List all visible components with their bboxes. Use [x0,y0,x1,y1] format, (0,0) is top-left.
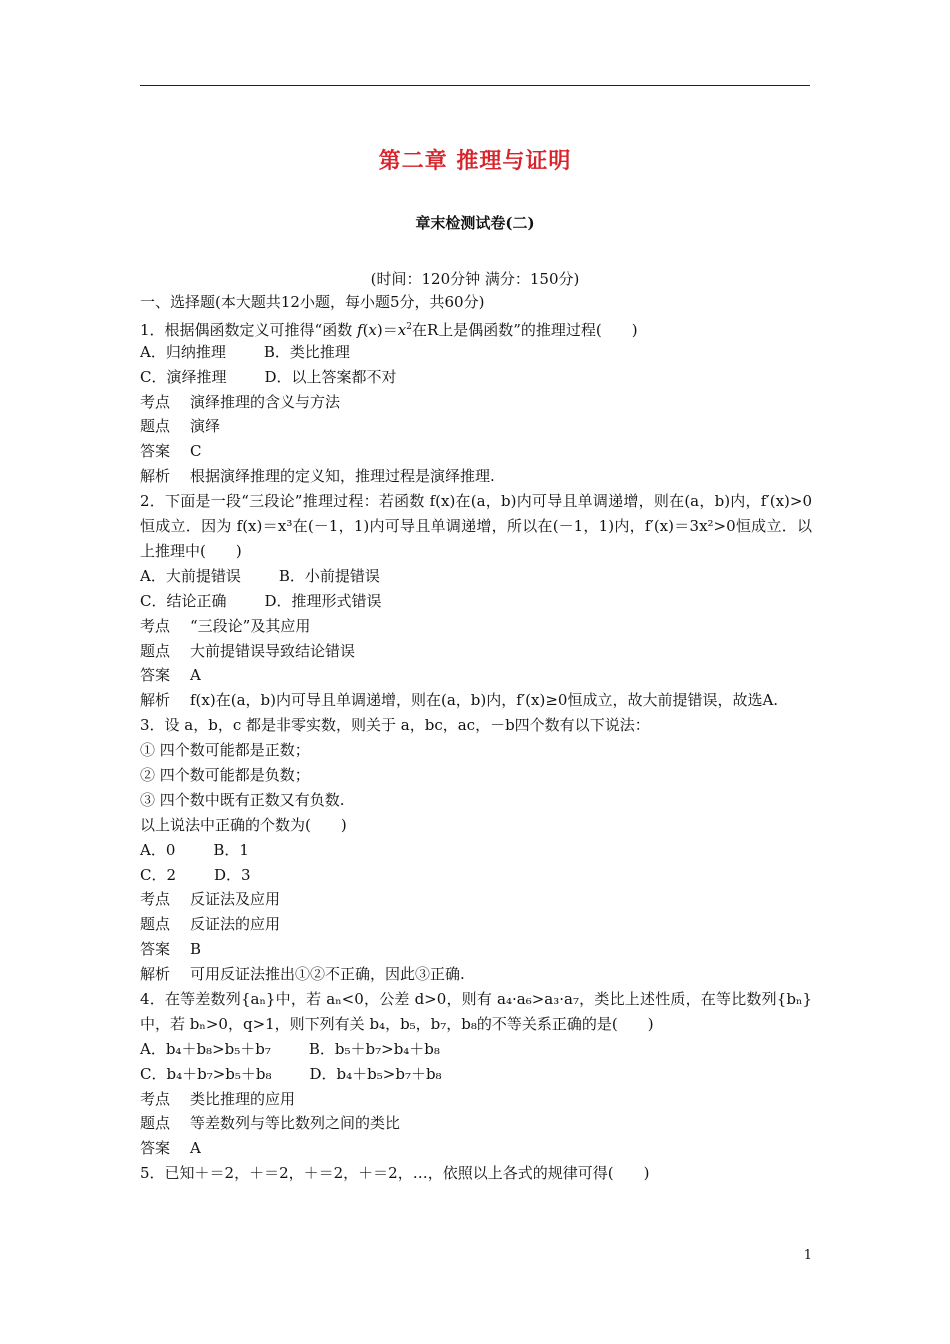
q4-option-d[interactable]: D．b₄＋b₅>b₇＋b₈ [309,1064,442,1083]
q1-formula: f [357,320,363,339]
q4-option-b[interactable]: B．b₅＋b₇>b₄＋b₈ [308,1039,440,1058]
q3-options-ab [140,838,812,863]
section-heading: 一、选择题(本大题共12小题，每小题5分，共60分) [140,293,485,311]
q1-jiexi: 解析 根据演绎推理的定义知，推理过程是演绎推理. [140,467,495,486]
q2-tidian: 题点 大前提错误导致结论错误 [140,641,356,660]
q4-tidian: 题点 等差数列与等比数列之间的类比 [140,1114,401,1133]
q4-option-c[interactable]: C．b₄＋b₇>b₅＋b₈ [140,1064,272,1083]
q3-jiexi: 解析 可用反证法推出①②不正确，因此③正确. [140,965,465,984]
sub-title: 章末检测试卷(二) [415,214,535,232]
q4-options-ab [140,1037,812,1062]
q1-tidian: 题点 演绎 [140,417,221,436]
q1-option-b[interactable]: B．类比推理 [263,342,350,361]
q3-stem: 3．设 a，b，c 都是非零实数，则关于 a，bc，ac，－b四个数有以下说法： [140,716,650,735]
chapter-title: 第二章 推理与证明 [378,148,572,174]
q4-kaodian: 考点 类比推理的应用 [140,1089,296,1108]
question-content [140,290,812,1186]
q1-kaodian: 考点 演绎推理的含义与方法 [140,392,341,411]
q1-options-ab [140,340,812,365]
q2-option-b[interactable]: B．小前提错误 [278,566,380,585]
time-info: (时间：120分钟 满分：150分) [370,270,580,288]
q4-stem: 4．在等差数列{aₙ}中，若 aₙ<0，公差 d>0，则有 a₄·a₆>a₃·a₇，类比上述性质，在等比数列{bₙ}中，若 bₙ>0，q>1，则下列有关 b₄，b₅，b₇，b₈的不等关系正确的是( ) [140,990,812,1033]
q1-option-d[interactable]: D．以上答案都不对 [264,367,397,386]
q3-option-a[interactable]: A．0 [140,840,176,859]
q2-option-d[interactable]: D．推理形式错误 [264,591,382,610]
q2-answer: 答案 A [140,666,201,685]
q3-option-d[interactable]: D．3 [214,865,251,884]
q3-option-b[interactable]: B．1 [213,840,249,859]
q3-kaodian: 考点 反证法及应用 [140,890,281,909]
q1-answer: 答案 C [140,442,202,461]
q2-options-ab [140,564,812,589]
q4-options-cd [140,1062,812,1087]
q3-ask: 以上说法中正确的个数为( ) [140,815,347,834]
q3-tidian: 题点 反证法的应用 [140,915,281,934]
q1-option-a[interactable]: A．归纳推理 [140,342,226,361]
q3-option-c[interactable]: C．2 [140,865,177,884]
q1-stem: 1．根据偶函数定义可推得“函数 $f(x)=x^2$在R上是偶函数”的推理过程( ) [140,320,638,339]
q2-option-a[interactable]: A．大前提错误 [140,566,241,585]
q2-stem: 2．下面是一段“三段论”推理过程：若函数 f(x)在(a，b)内可导且单调递增，则在(a，b)内，f′(x)>0恒成立．因为 f(x)＝x³在(－1，1)内可导且单调递增，所以在(－1，1)内，f′(x)＝3x²>0恒成立．以上推理中( ) [140,492,812,560]
q2-kaodian: 考点 “三段论”及其应用 [140,616,311,635]
q2-option-c[interactable]: C．结论正确 [140,591,227,610]
q3-statement-3: ③ 四个数中既有正数又有负数. [140,790,345,809]
q4-option-a[interactable]: A．b₄＋b₈>b₅＋b₇ [140,1039,271,1058]
q4-answer: 答案 A [140,1139,201,1158]
top-rule [140,85,810,86]
page-number: 1 [803,1248,812,1263]
q5-stem: 5．已知＋＝2，＋＝2，＋＝2，＋＝2，…，依照以上各式的规律可得( ) [140,1164,650,1183]
q2-jiexi: 解析 f(x)在(a，b)内可导且单调递增，则在(a，b)内，f′(x)≥0恒成立，故大前提错误，故选A. [140,691,779,710]
q3-statement-2: ② 四个数可能都是负数； [140,765,310,784]
q1-option-c[interactable]: C．演绎推理 [140,367,227,386]
q3-answer: 答案 B [140,940,202,959]
q3-statement-1: ① 四个数可能都是正数； [140,741,310,760]
q2-options-cd [140,589,812,614]
q3-options-cd [140,863,812,888]
q1-options-cd [140,365,812,390]
